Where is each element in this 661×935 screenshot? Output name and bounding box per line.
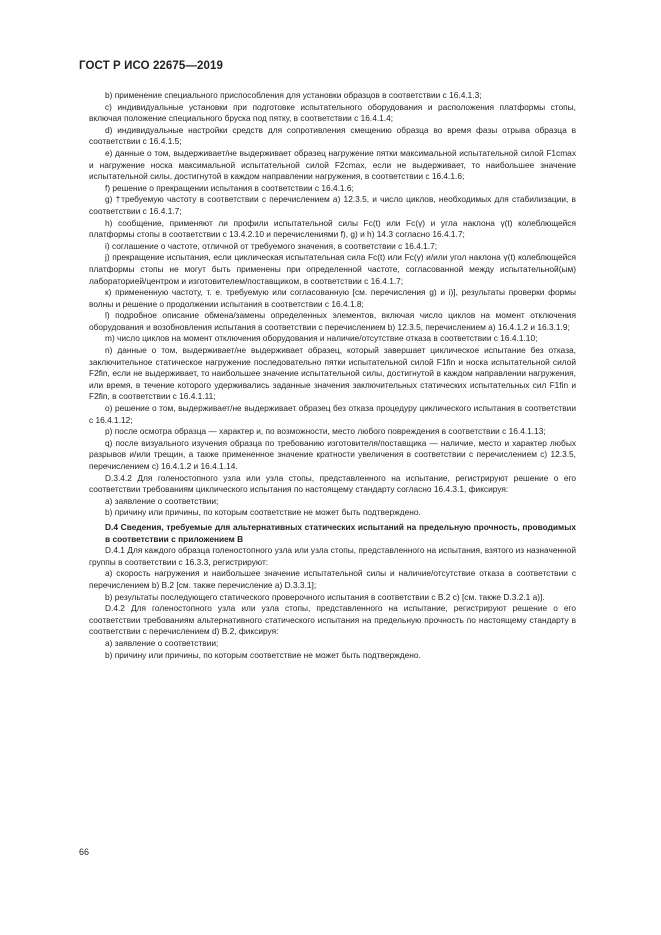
- document-header: ГОСТ Р ИСО 22675—2019: [79, 60, 224, 72]
- document-body: [89, 90, 576, 661]
- paragraph: а) скорость нагружения и наибольшее значение испытательной силы и наличие/отсутствие отказа в соответствии с перечислением b) В.2 [см. также перечисление а) D.3.3.1];: [89, 568, 576, 590]
- paragraph: к) примененную частоту, т. е. требуемую или согласованную [см. перечисления g) и i)], результаты проверки формы волны и решение о продолжении испытания в соответствии с 16.4.1.8;: [89, 287, 576, 309]
- paragraph: n) данные о том, выдерживает/не выдерживает образец, который завершает циклическое испытание без отказа, заключительное статическое нагружение последовательно пятки испытательной силой F1fin и носка испытательной силой F2fin, если не выдерживает, то наибольшее значение испытательной силы, достигнутой в каждом направлении нагружения, или время, в течение которого удерживались заданные значения заключительных статических испытательных сил F1fin и F2fin, в соответствии с 16.4.1.11;: [89, 345, 576, 402]
- paragraph: c) индивидуальные установки при подготовке испытательного оборудования и расположения платформы стопы, включая положение специального бруска под пятку, в соответствии с 16.4.1.4;: [89, 101, 576, 124]
- paragraph: f) решение о прекращении испытания в соответствии с 16.4.1.6;: [105, 182, 354, 193]
- paragraph: m) число циклов на момент отключения оборудования и наличие/отсутствие отказа в соответствии с 16.4.1.10;: [105, 333, 538, 344]
- section-heading: D.4 Сведения, требуемые для альтернативных статических испытаний на предельную прочность, проводимых в соответствии с приложением В: [105, 521, 576, 544]
- paragraph: а) заявление о соответствии;: [105, 637, 219, 648]
- paragraph: D.3.4.2 Для голеностопного узла или узла стопы, представленного на испытание, регистрируют решение о его соответствии требованиям циклического испытания по настоящему стандарту согласно 16.4.3.1, фиксируя:: [89, 472, 576, 495]
- paragraph: d) индивидуальные настройки средств для сопротивления смещению образца во время фазы отрыва образца в соответствии с 16.4.1.5;: [89, 124, 576, 147]
- paragraph: h) сообщение, применяют ли профили испытательной силы Fc(t) или Fc(γ) и угла наклона γ(t) колеблющейся платформы стопы в соответствии с 13.4.2.10 и перечислениями f), g) и h) 14.3 согласно 16.4.1.7;: [89, 217, 576, 240]
- page-number: 66: [79, 847, 90, 857]
- paragraph: b) причину или причины, по которым соответствие не может быть подтверждено.: [105, 649, 421, 660]
- paragraph: g) †требуемую частоту в соответствии с перечислением а) 12.3.5, и число циклов, необходимых для стабилизации, в соответствии с 16.4.1.7;: [89, 194, 576, 216]
- paragraph: а) заявление о соответствии;: [105, 495, 219, 506]
- paragraph: o) решение о том, выдерживает/не выдерживает образец без отказа процедуру циклического испытания в соответствии с 16.4.1.12;: [89, 403, 576, 425]
- paragraph: e) данные о том, выдерживает/не выдерживает образец нагружение пятки максимальной испытательной силой F1cmax и нагружение носка максимальной испытательной силой F2cmax, если не выдерживает, то наибольшее значение испытательной силы, достигнутой в каждом направлении нагружения, в соответствии с 16.4.1.6;: [89, 147, 576, 182]
- paragraph: b) причину или причины, по которым соответствие не может быть подтверждено.: [105, 507, 421, 518]
- paragraph: i) соглашение о частоте, отличной от требуемого значения, в соответствии с 16.4.1.7;: [105, 240, 438, 251]
- paragraph: q) после визуального изучения образца по требованию изготовителя/поставщика — наличие, место и характер любых разрывов и/или трещин, а также примененное значение кратности увеличения в соответствии с перечислением с) 12.3.5, перечислением с) 16.4.1.2 и 16.4.1.14.: [89, 437, 576, 471]
- paragraph: b) применение специального приспособления для установки образцов в соответствии с 16.4.1.3;: [105, 90, 482, 100]
- paragraph: D.4.2 Для голеностопного узла или узла стопы, представленного на испытание, регистрируют решение о его соответствии требованиям альтернативного статического испытания на предельную прочность по настоящему стандарту в соответствии с перечислением d) В.2, фиксируя:: [89, 603, 576, 637]
- paragraph: p) после осмотра образца — характер и, по возможности, место любого повреждения в соответствии с 16.4.1.13;: [105, 426, 546, 437]
- paragraph: l) подробное описание обмена/замены определенных элементов, включая число циклов на момент отключения оборудования и возобновления испытания в соответствии с перечислением b) 12.3.5, перечислением а) 16.4.1.2 и 16.3.1.9;: [89, 310, 576, 332]
- paragraph: j) прекращение испытания, если циклическая испытательная сила Fc(t) или Fc(γ) и/или угол наклона γ(t) колеблющейся платформы стопы не могут быть применены при определенной частоте, согласованной между испытательной(ым) лабораторией/центром и изготовителем/поставщиком, в соответствии с 16.4.1.7;: [89, 252, 576, 286]
- paragraph: D.4.1 Для каждого образца голеностопного узла или узла стопы, представленного на испытания, взятого из назначенной группы в соответствии с 16.3.3, регистрируют:: [89, 545, 576, 567]
- paragraph: b) результаты последующего статического проверочного испытания в соответствии с В.2 с) [см. также D.3.2.1 а)].: [105, 591, 545, 602]
